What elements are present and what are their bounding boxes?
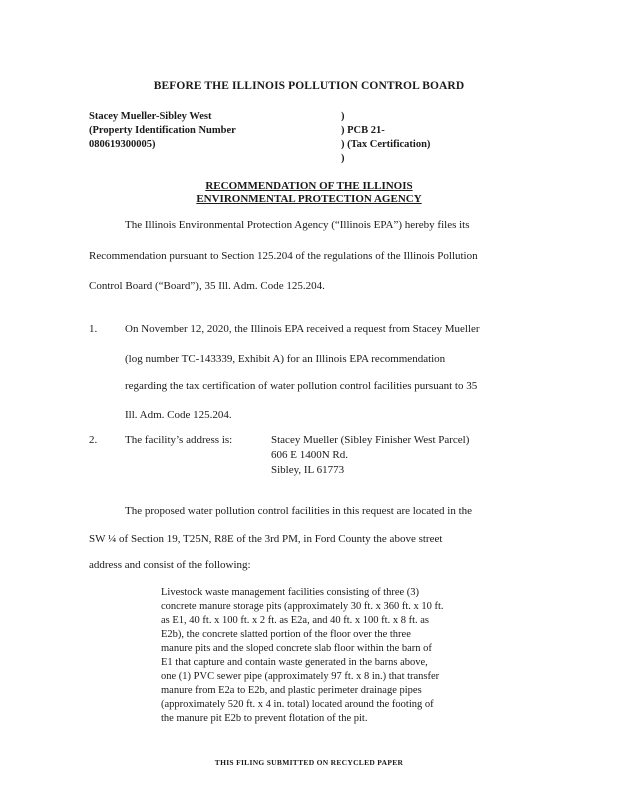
item-number: 1. bbox=[89, 323, 98, 335]
description-line: the manure pit E2b to prevent flotation of the pit. bbox=[161, 713, 368, 724]
item-line: (log number TC-143339, Exhibit A) for an Illinois EPA recommendation bbox=[125, 353, 446, 365]
location-line: address and consist of the following: bbox=[89, 559, 251, 571]
location-line: The proposed water pollution control facilities in this request are located in the bbox=[125, 505, 473, 517]
address-line: 606 E 1400N Rd. bbox=[271, 449, 348, 461]
recycled-paper-footer: THIS FILING SUBMITTED ON RECYCLED PAPER bbox=[214, 758, 404, 767]
description-line: E2b), the concrete slatted portion of the floor over the three bbox=[161, 629, 411, 640]
item-line: Ill. Adm. Code 125.204. bbox=[125, 409, 232, 421]
caption-party-line: (Property Identification Number bbox=[89, 125, 236, 136]
description-line: Livestock waste management facilities consisting of three (3) bbox=[161, 587, 420, 598]
address-line: Stacey Mueller (Sibley Finisher West Parcel) bbox=[271, 434, 470, 446]
recommendation-heading-line: RECOMMENDATION OF THE ILLINOIS bbox=[205, 180, 413, 192]
description-line: manure pits and the sloped concrete slab floor within the barn of bbox=[161, 643, 432, 654]
description-line: manure from E2a to E2b, and plastic perimeter drainage pipes bbox=[161, 685, 422, 696]
caption-case-type: ) (Tax Certification) bbox=[341, 139, 431, 150]
intro-line: The Illinois Environmental Protection Agency (“Illinois EPA”) hereby files its bbox=[125, 219, 470, 231]
caption-party-line: 080619300005) bbox=[89, 139, 156, 150]
item-line: regarding the tax certification of water pollution control facilities pursuant to 35 bbox=[125, 380, 478, 392]
address-line: Sibley, IL 61773 bbox=[271, 464, 345, 476]
caption-bracket-line: ) bbox=[341, 153, 345, 164]
item-line: On November 12, 2020, the Illinois EPA received a request from Stacey Mueller bbox=[125, 323, 480, 335]
description-line: E1 that capture and contain waste generated in the barns above, bbox=[161, 657, 428, 668]
document-title: BEFORE THE ILLINOIS POLLUTION CONTROL BOARD bbox=[153, 80, 465, 92]
description-line: one (1) PVC sewer pipe (approximately 97 ft. x 8 in.) that transfer bbox=[161, 671, 440, 682]
recommendation-heading-line: ENVIRONMENTAL PROTECTION AGENCY bbox=[196, 193, 422, 205]
description-line: concrete manure storage pits (approximately 30 ft. x 360 ft. x 10 ft. bbox=[161, 601, 444, 612]
location-line: SW ¼ of Section 19, T25N, R8E of the 3rd PM, in Ford County the above street bbox=[89, 533, 443, 545]
item-number: 2. bbox=[89, 434, 98, 446]
address-label: The facility’s address is: bbox=[125, 434, 233, 446]
intro-line: Control Board (“Board”), 35 Ill. Adm. Code 125.204. bbox=[89, 280, 325, 292]
intro-line: Recommendation pursuant to Section 125.204 of the regulations of the Illinois Pollution bbox=[89, 250, 478, 262]
description-line: (approximately 520 ft. x 4 in. total) located around the footing of bbox=[161, 699, 434, 710]
caption-case-number: ) PCB 21- bbox=[341, 125, 385, 136]
caption-party-line: Stacey Mueller-Sibley West bbox=[89, 111, 212, 122]
caption-bracket-line: ) bbox=[341, 111, 345, 122]
description-line: as E1, 40 ft. x 100 ft. x 2 ft. as E2a, and 40 ft. x 100 ft. x 8 ft. as bbox=[161, 615, 429, 626]
